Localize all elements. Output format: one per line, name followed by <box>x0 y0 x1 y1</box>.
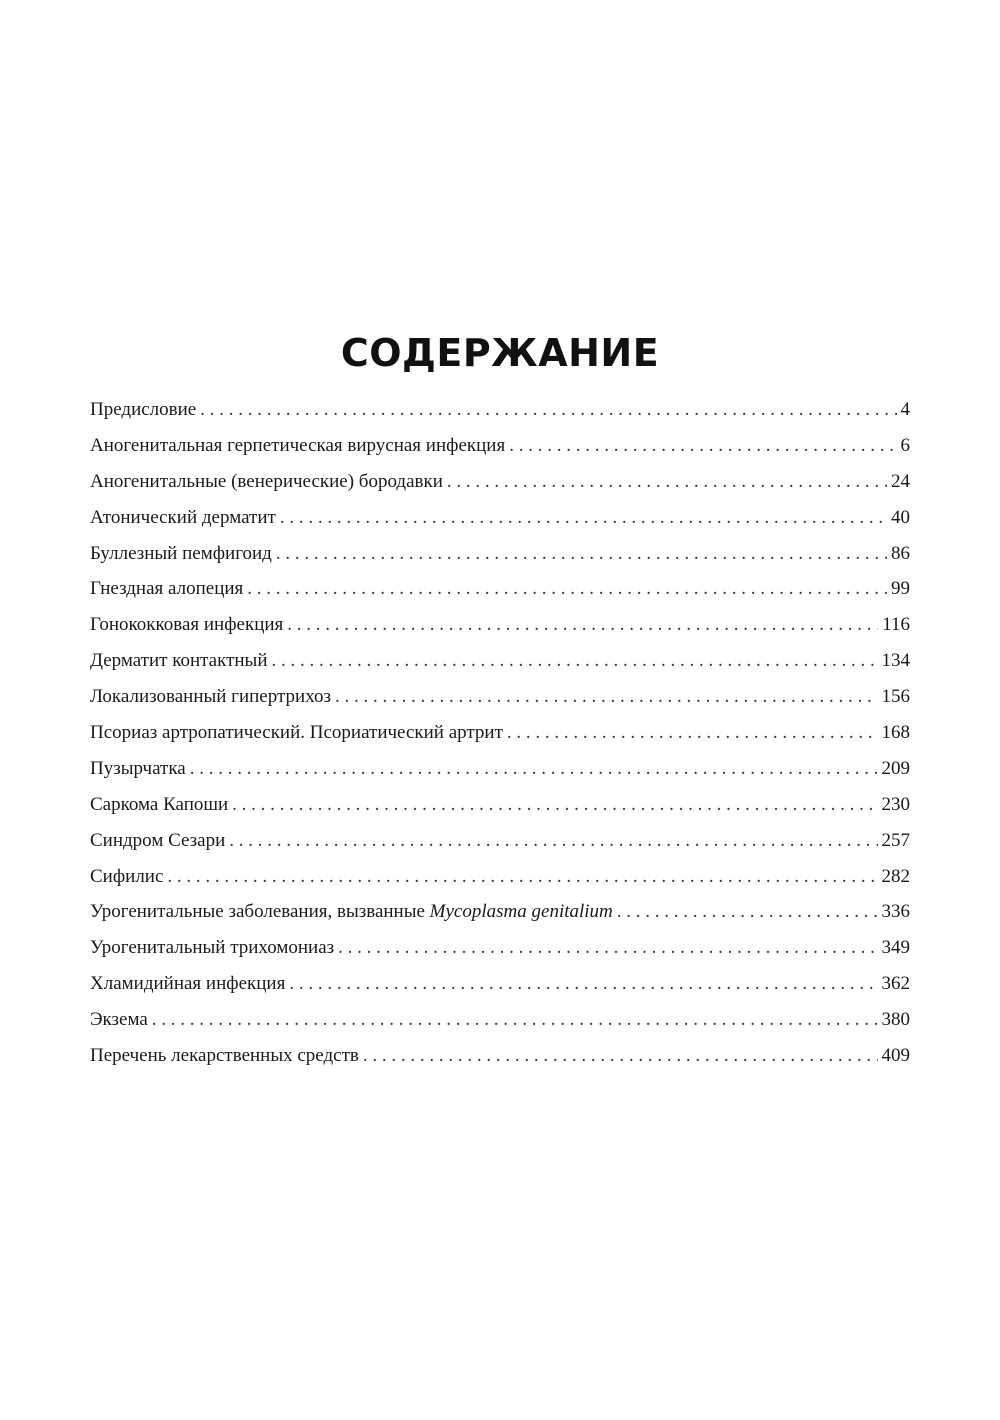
table-of-contents <box>90 399 910 1081</box>
toc-entry <box>90 973 910 1009</box>
toc-entry <box>90 866 910 902</box>
toc-entry-title: Локализованный гипертрихоз <box>90 686 331 708</box>
dot-leader <box>335 686 878 708</box>
toc-entry-page: 336 <box>881 901 910 923</box>
toc-entry-title: Саркома Капоши <box>90 793 229 815</box>
toc-entry-page: 99 <box>891 578 910 600</box>
toc-entry <box>90 758 910 794</box>
toc-entry-title: Синдром Сезари <box>90 829 226 851</box>
dot-leader <box>447 471 887 493</box>
toc-entry <box>90 399 910 435</box>
toc-entry <box>90 650 910 686</box>
toc-entry-page: 116 <box>882 614 910 636</box>
toc-entry-page: 40 <box>891 506 910 528</box>
dot-leader <box>272 650 878 672</box>
toc-entry-title: Псориаз артропатический. Псориатический артрит <box>90 722 503 744</box>
toc-entry <box>90 937 910 973</box>
toc-entry <box>90 686 910 722</box>
toc-entry <box>90 901 910 937</box>
dot-leader <box>509 435 896 457</box>
toc-entry-title: Предисловие <box>90 399 197 420</box>
toc-entry-page: 349 <box>881 937 910 959</box>
dot-leader <box>287 614 878 636</box>
toc-entry <box>90 1009 910 1045</box>
toc-entry <box>90 578 910 614</box>
toc-entry-title: Экзема <box>90 1009 148 1031</box>
dot-leader <box>289 973 877 995</box>
dot-leader <box>229 830 877 852</box>
toc-entry-page: 230 <box>881 793 910 815</box>
toc-entry-page: 209 <box>881 757 910 779</box>
toc-entry-title-roman: Урогенитальные заболевания, вызванные <box>90 901 430 923</box>
toc-entry <box>90 1045 910 1081</box>
dot-leader <box>276 543 887 565</box>
toc-entry-title: Пузырчатка <box>90 757 186 779</box>
dot-leader <box>617 901 878 923</box>
dot-leader <box>152 1009 878 1031</box>
toc-entry <box>90 543 910 579</box>
toc-entry-title: Аногенитальные (венерические) бородавки <box>90 470 443 492</box>
dot-leader <box>167 866 877 888</box>
toc-entry-page: 156 <box>881 686 910 708</box>
toc-entry-title-italic: Mycoplasma genitalium <box>429 901 613 923</box>
dot-leader <box>507 722 878 744</box>
toc-entry-page: 6 <box>900 434 910 456</box>
toc-entry-page: 257 <box>881 829 910 851</box>
page-title: СОДЕРЖАНИЕ <box>340 331 660 375</box>
toc-entry-page: 4 <box>900 399 910 420</box>
dot-leader <box>200 399 896 421</box>
toc-entry-title: Атонический дерматит <box>90 506 276 528</box>
dot-leader <box>338 937 877 959</box>
toc-entry <box>90 471 910 507</box>
toc-entry-title: Буллезный пемфигоид <box>90 542 272 564</box>
toc-entry-title: Перечень лекарственных средств <box>90 1045 359 1067</box>
dot-leader <box>190 758 878 780</box>
toc-entry-page: 380 <box>881 1009 910 1031</box>
toc-entry <box>90 435 910 471</box>
toc-entry <box>90 794 910 830</box>
toc-entry-title: Урогенитальный трихомониаз <box>90 937 335 959</box>
toc-entry-title <box>90 901 613 923</box>
toc-entry <box>90 614 910 650</box>
toc-entry <box>90 722 910 758</box>
dot-leader <box>232 794 877 816</box>
toc-entry-page: 282 <box>881 865 910 887</box>
toc-entry-title: Гнездная алопеция <box>90 578 244 600</box>
toc-entry-page: 168 <box>881 722 910 744</box>
toc-entry-title: Дерматит контактный <box>90 650 268 672</box>
toc-entry-page: 86 <box>891 542 910 564</box>
toc-entry <box>90 507 910 543</box>
dot-leader <box>247 578 887 600</box>
dot-leader <box>363 1045 878 1067</box>
toc-entry <box>90 830 910 866</box>
toc-entry-title: Гонококковая инфекция <box>90 614 284 636</box>
toc-entry-page: 24 <box>891 470 910 492</box>
toc-entry-page: 362 <box>881 973 910 995</box>
toc-entry-title: Сифилис <box>90 865 164 887</box>
toc-entry-title: Хламидийная инфекция <box>90 973 286 995</box>
toc-entry-page: 409 <box>881 1045 910 1067</box>
toc-entry-title: Аногенитальная герпетическая вирусная инфекция <box>90 434 506 456</box>
toc-entry-page: 134 <box>881 650 910 672</box>
dot-leader <box>280 507 887 529</box>
